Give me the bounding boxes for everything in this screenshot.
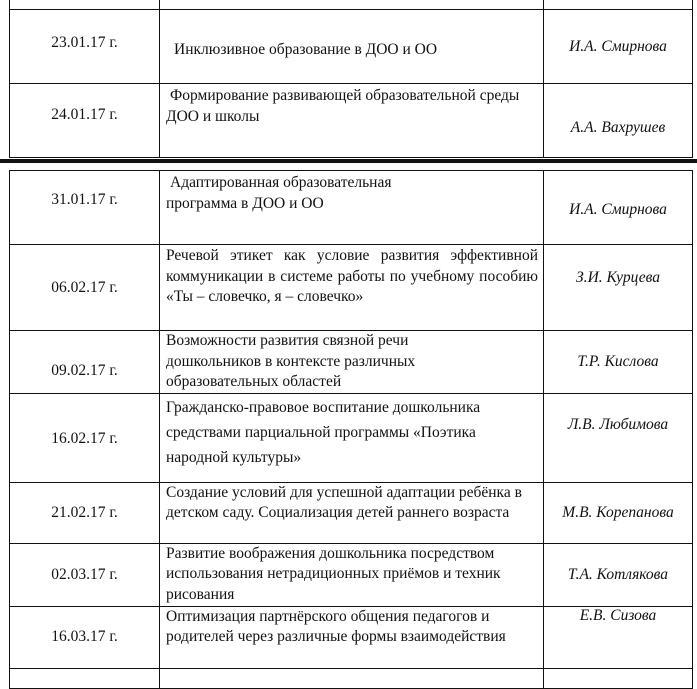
topic-cell <box>160 543 544 606</box>
author-cell <box>544 171 693 245</box>
table-row <box>10 245 693 331</box>
date-text: 16.03.17 г. <box>51 628 118 645</box>
table-row <box>10 393 693 482</box>
date-cell <box>10 0 160 10</box>
topic-text: Речевой этикет как условие развития эффективной коммуникации в системе работы по учебному пособию «Ты – словечко, я – словечко» <box>166 247 538 305</box>
author-name: М.В. Корепанова <box>562 503 674 521</box>
table-row <box>10 0 693 10</box>
table-row <box>10 482 693 543</box>
topic-cell <box>160 171 544 245</box>
topic-text: Возможности развития связной речи дошкольников в контексте различных образовательных областей <box>166 332 416 390</box>
table-row <box>10 10 693 84</box>
author-name: И.А. Смирнова <box>569 201 667 218</box>
date-text: 09.02.17 г. <box>51 362 118 379</box>
topic-cell <box>160 10 544 84</box>
topic-cell <box>160 331 544 394</box>
topic-text: Оптимизация партнёрского общения педагогов и родителей через различные формы взаимодействия <box>166 607 506 645</box>
topic-text: Адаптированная образовательная программа в ДОО и ОО <box>166 174 392 212</box>
topic-cell <box>160 668 544 688</box>
author-name: А.А. Вахрушев <box>570 119 666 136</box>
table-row <box>10 331 693 394</box>
table-row <box>10 543 693 606</box>
date-text: 23.01.17 г. <box>51 34 118 51</box>
author-cell <box>544 668 693 688</box>
author-name: З.И. Курцева <box>576 269 660 286</box>
topic-cell <box>160 606 544 668</box>
date-text: 21.02.17 г. <box>51 503 118 521</box>
author-cell <box>544 331 693 394</box>
author-cell <box>544 482 693 543</box>
date-cell <box>10 393 160 482</box>
date-text: 31.01.17 г. <box>51 191 118 208</box>
topic-cell <box>160 0 544 10</box>
date-text: 06.02.17 г. <box>51 278 118 296</box>
date-cell <box>10 482 160 543</box>
author-cell <box>544 543 693 606</box>
topic-cell <box>160 482 544 543</box>
topic-cell <box>160 245 544 331</box>
author-cell <box>544 245 693 331</box>
author-cell <box>544 84 693 158</box>
author-name: Л.В. Любимова <box>567 415 669 433</box>
schedule-table-bottom <box>9 170 693 689</box>
table-row <box>10 84 693 158</box>
topic-text: Формирование развивающей образовательной среды ДОО и школы <box>166 87 520 125</box>
date-cell <box>10 606 160 668</box>
date-text: 24.01.17 г. <box>51 106 118 123</box>
author-name: Т.А. Котлякова <box>567 565 669 583</box>
date-text: 16.02.17 г. <box>51 429 118 447</box>
topic-cell <box>160 393 544 482</box>
table-row <box>10 171 693 245</box>
page-break-divider <box>0 159 697 163</box>
author-cell <box>544 393 693 482</box>
schedule-table-top <box>9 0 693 158</box>
date-cell <box>10 10 160 84</box>
topic-text: Создание условий для успешной адаптации ребёнка в детском саду. Социализация детей раннего возраста <box>166 483 522 521</box>
date-cell <box>10 84 160 158</box>
author-cell <box>544 0 693 10</box>
date-cell <box>10 171 160 245</box>
date-text: 02.03.17 г. <box>51 565 118 583</box>
author-cell <box>544 10 693 84</box>
author-name: Т.Р. Кислова <box>577 352 659 370</box>
topic-text: Инклюзивное образование в ДОО и ОО <box>174 41 438 59</box>
author-name: Е.В. Сизова <box>579 606 657 624</box>
date-cell <box>10 668 160 688</box>
table-row <box>10 668 693 688</box>
author-name: И.А. Смирнова <box>569 37 667 55</box>
author-cell <box>544 606 693 668</box>
topic-text: Гражданско-правовое воспитание дошкольника средствами парциальной программы «Поэтика народной культуры» <box>166 398 481 466</box>
table-row <box>10 606 693 668</box>
date-cell <box>10 331 160 394</box>
topic-cell <box>160 84 544 158</box>
topic-text: Развитие воображения дошкольника посредством использования нетрадиционных приёмов и техник рисования <box>166 544 501 603</box>
date-cell <box>10 245 160 331</box>
date-cell <box>10 543 160 606</box>
